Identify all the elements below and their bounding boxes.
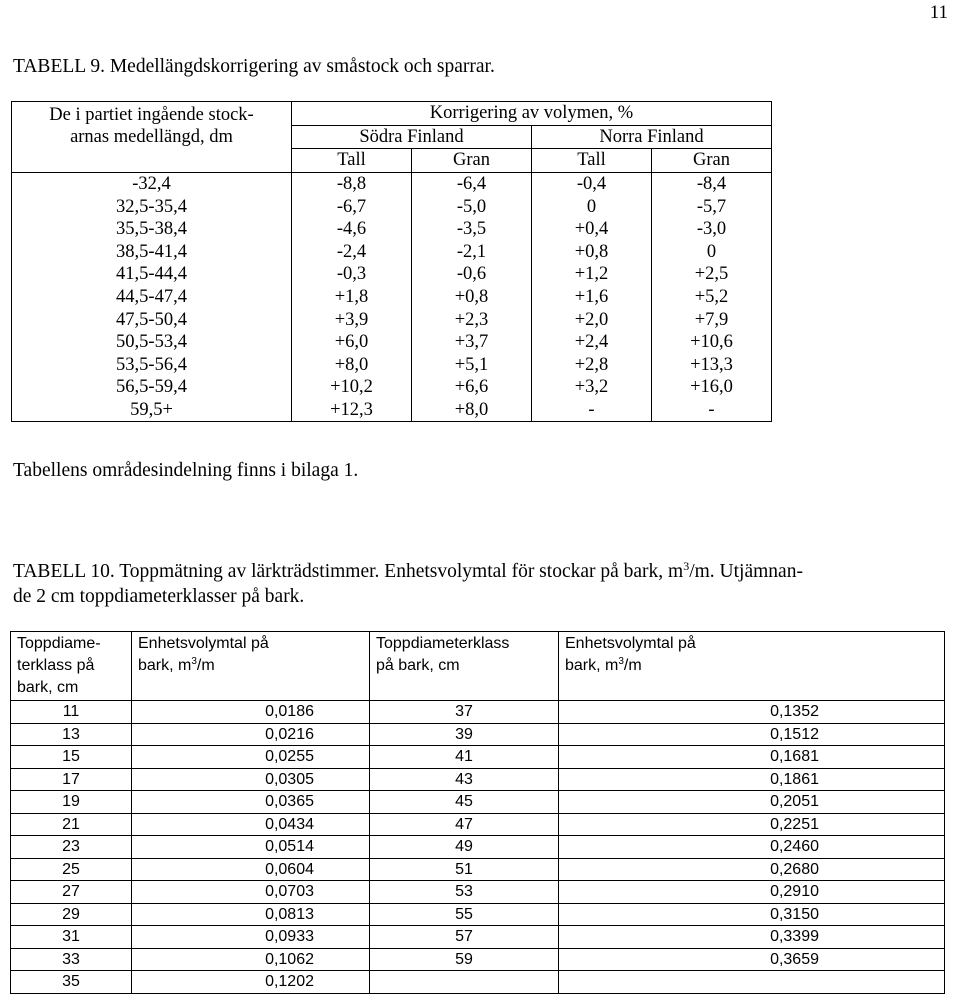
table10-diameter-cell: 29 bbox=[11, 903, 132, 926]
table-row bbox=[11, 858, 945, 881]
table10-diameter-cell: 35 bbox=[11, 971, 132, 994]
table9-value-cell: -3,5 bbox=[412, 218, 532, 241]
table-row bbox=[11, 723, 945, 746]
table10-diameter-cell: 45 bbox=[370, 791, 559, 814]
table9-length-cell: 50,5-53,4 bbox=[12, 331, 292, 354]
table10-caption bbox=[13, 559, 948, 609]
table9-header-row-1 bbox=[12, 102, 772, 126]
table10-diameter-cell: 57 bbox=[370, 926, 559, 949]
table9-group-header: Korrigering av volymen, % bbox=[292, 102, 772, 126]
table10-volume-cell: 0,0434 bbox=[132, 813, 370, 836]
table10-volume-cell: 0,3399 bbox=[559, 926, 945, 949]
table10-volume-cell: 0,0186 bbox=[132, 701, 370, 724]
table10-volume-cell: 0,0604 bbox=[132, 858, 370, 881]
table10-header-col2 bbox=[132, 632, 370, 701]
table10-header-col4 bbox=[559, 632, 945, 701]
table-row bbox=[12, 331, 772, 354]
table10-header-col4-line1: Enhetsvolymtal på bbox=[565, 635, 696, 652]
table10-volume-cell: 0,0703 bbox=[132, 881, 370, 904]
table9-species-header: Gran bbox=[412, 149, 532, 173]
table9-species-header: Gran bbox=[652, 149, 772, 173]
table9-length-cell: 56,5-59,4 bbox=[12, 376, 292, 399]
table10-volume-cell: 0,0305 bbox=[132, 768, 370, 791]
table10-caption-line2: de 2 cm toppdiameterklasser på bark. bbox=[13, 586, 305, 607]
table10-header-col4-sup: 3 bbox=[618, 656, 624, 667]
table9-length-cell: -32,4 bbox=[12, 172, 292, 195]
table10-header-col2-sup: 3 bbox=[191, 656, 197, 667]
table-row bbox=[11, 971, 945, 994]
table9-value-cell: +3,9 bbox=[292, 308, 412, 331]
table9-value-cell: +2,4 bbox=[532, 331, 652, 354]
table9-value-cell: +2,0 bbox=[532, 308, 652, 331]
table10-volume-cell: 0,0365 bbox=[132, 791, 370, 814]
table10-volume-cell: 0,0216 bbox=[132, 723, 370, 746]
table9-value-cell: +3,7 bbox=[412, 331, 532, 354]
table9-region-south: Södra Finland bbox=[292, 125, 532, 149]
table9-species-header: Tall bbox=[292, 149, 412, 173]
table9-value-cell: +8,0 bbox=[412, 399, 532, 422]
table10-diameter-cell bbox=[370, 971, 559, 994]
table9-value-cell: -8,8 bbox=[292, 172, 412, 195]
table9-value-cell: -8,4 bbox=[652, 172, 772, 195]
table9-row-header-line1: De i partiet ingående stock- bbox=[49, 104, 254, 125]
table10-diameter-cell: 31 bbox=[11, 926, 132, 949]
table-row bbox=[11, 746, 945, 769]
table9-value-cell: +0,4 bbox=[532, 218, 652, 241]
table-row bbox=[11, 881, 945, 904]
table9-value-cell: +10,2 bbox=[292, 376, 412, 399]
table9-row-header-line2: arnas medellängd, dm bbox=[70, 126, 233, 147]
table10-diameter-cell: 39 bbox=[370, 723, 559, 746]
table10-volume-cell: 0,2051 bbox=[559, 791, 945, 814]
table9-value-cell: +12,3 bbox=[292, 399, 412, 422]
table9-value-cell: -5,7 bbox=[652, 195, 772, 218]
table9-length-cell: 35,5-38,4 bbox=[12, 218, 292, 241]
table9-value-cell: -0,6 bbox=[412, 263, 532, 286]
table9-species-header: Tall bbox=[532, 149, 652, 173]
table-row bbox=[12, 354, 772, 377]
table-row bbox=[11, 791, 945, 814]
table9-value-cell: +6,6 bbox=[412, 376, 532, 399]
table9-value-cell: -4,6 bbox=[292, 218, 412, 241]
table-row bbox=[12, 218, 772, 241]
table10-diameter-cell: 47 bbox=[370, 813, 559, 836]
table10-volume-cell: 0,1352 bbox=[559, 701, 945, 724]
table-row bbox=[12, 308, 772, 331]
table-row bbox=[11, 903, 945, 926]
table9-value-cell: +0,8 bbox=[412, 286, 532, 309]
table-row bbox=[12, 195, 772, 218]
table10-diameter-cell: 15 bbox=[11, 746, 132, 769]
table10-header-col3-line2: på bark, cm bbox=[376, 657, 460, 674]
table-row bbox=[12, 241, 772, 264]
table9-value-cell: +2,3 bbox=[412, 308, 532, 331]
table10-diameter-cell: 37 bbox=[370, 701, 559, 724]
table9 bbox=[11, 101, 772, 422]
table9-caption: TABELL 9. Medellängdskorrigering av småstock och sparrar. bbox=[13, 56, 495, 77]
table9-value-cell: 0 bbox=[532, 195, 652, 218]
table10-diameter-cell: 11 bbox=[11, 701, 132, 724]
table10-volume-cell: 0,1861 bbox=[559, 768, 945, 791]
table10-header-col3-line1: Toppdiameterklass bbox=[376, 635, 510, 652]
table-row bbox=[12, 286, 772, 309]
table10-header-col4-line2b: /m bbox=[623, 657, 642, 674]
table9-value-cell: +2,8 bbox=[532, 354, 652, 377]
table9-value-cell: +0,8 bbox=[532, 241, 652, 264]
table-row bbox=[11, 768, 945, 791]
table9-value-cell: -2,1 bbox=[412, 241, 532, 264]
table10-header-col4-line2 bbox=[565, 655, 938, 677]
table10-header-col2-line2 bbox=[138, 655, 363, 677]
table10-diameter-cell: 21 bbox=[11, 813, 132, 836]
table10-diameter-cell: 13 bbox=[11, 723, 132, 746]
table10-caption-part2: /m. Utjämnan- bbox=[689, 561, 803, 582]
table-row bbox=[11, 836, 945, 859]
table9-length-cell: 38,5-41,4 bbox=[12, 241, 292, 264]
table10-diameter-cell: 53 bbox=[370, 881, 559, 904]
table9-value-cell: -5,0 bbox=[412, 195, 532, 218]
table9-value-cell: +1,8 bbox=[292, 286, 412, 309]
table10 bbox=[10, 631, 945, 994]
table10-diameter-cell: 23 bbox=[11, 836, 132, 859]
table10-body bbox=[11, 632, 945, 994]
table-row bbox=[11, 701, 945, 724]
table9-value-cell: -6,4 bbox=[412, 172, 532, 195]
table-row bbox=[12, 399, 772, 422]
table9-value-cell: 0 bbox=[652, 241, 772, 264]
table10-diameter-cell: 43 bbox=[370, 768, 559, 791]
table10-volume-cell: 0,2460 bbox=[559, 836, 945, 859]
table9-value-cell: +1,2 bbox=[532, 263, 652, 286]
table10-diameter-cell: 41 bbox=[370, 746, 559, 769]
table10-caption-part1: TABELL 10. Toppmätning av lärkträdstimmer. Enhetsvolymtal för stockar på bark, m bbox=[13, 561, 684, 582]
table9-length-cell: 59,5+ bbox=[12, 399, 292, 422]
table9-value-cell: +1,6 bbox=[532, 286, 652, 309]
table10-header-col1-line3: bark, cm bbox=[17, 679, 79, 696]
table9-value-cell: +16,0 bbox=[652, 376, 772, 399]
table-row bbox=[12, 376, 772, 399]
table10-volume-cell: 0,1512 bbox=[559, 723, 945, 746]
table9-value-cell: -2,4 bbox=[292, 241, 412, 264]
table10-volume-cell: 0,3659 bbox=[559, 948, 945, 971]
table10-volume-cell: 0,0255 bbox=[132, 746, 370, 769]
table10-header-col4-line2a: bark, m bbox=[565, 657, 619, 674]
table10-volume-cell: 0,1681 bbox=[559, 746, 945, 769]
table-row bbox=[11, 948, 945, 971]
table10-volume-cell: 0,1062 bbox=[132, 948, 370, 971]
table10-header-col1 bbox=[11, 632, 132, 701]
table10-header-col1-line1: Toppdiame- bbox=[17, 635, 101, 652]
table-row bbox=[11, 926, 945, 949]
table10-diameter-cell: 49 bbox=[370, 836, 559, 859]
table10-volume-cell: 0,2910 bbox=[559, 881, 945, 904]
table9-value-cell: - bbox=[532, 399, 652, 422]
page-number: 11 bbox=[929, 2, 948, 23]
table10-header-row bbox=[11, 632, 945, 701]
table9-value-cell: -0,4 bbox=[532, 172, 652, 195]
table-row bbox=[12, 263, 772, 286]
table9-value-cell: +5,2 bbox=[652, 286, 772, 309]
table10-volume-cell: 0,0514 bbox=[132, 836, 370, 859]
table10-header-col2-line2b: /m bbox=[196, 657, 215, 674]
table10-diameter-cell: 59 bbox=[370, 948, 559, 971]
table9-note: Tabellens områdesindelning finns i bilaga 1. bbox=[13, 460, 359, 481]
table10-diameter-cell: 27 bbox=[11, 881, 132, 904]
table10-header-col2-line1: Enhetsvolymtal på bbox=[138, 635, 269, 652]
table9-value-cell: +2,5 bbox=[652, 263, 772, 286]
table9-length-cell: 44,5-47,4 bbox=[12, 286, 292, 309]
table10-volume-cell: 0,3150 bbox=[559, 903, 945, 926]
table9-value-cell: +6,0 bbox=[292, 331, 412, 354]
table10-volume-cell: 0,2680 bbox=[559, 858, 945, 881]
table9-value-cell: +13,3 bbox=[652, 354, 772, 377]
table-row bbox=[12, 172, 772, 195]
table-row bbox=[11, 813, 945, 836]
table10-diameter-cell: 51 bbox=[370, 858, 559, 881]
table9-value-cell: -0,3 bbox=[292, 263, 412, 286]
table10-header-col1-line2: terklass på bbox=[17, 657, 95, 674]
table10-diameter-cell: 19 bbox=[11, 791, 132, 814]
table10-volume-cell: 0,0813 bbox=[132, 903, 370, 926]
table10-diameter-cell: 25 bbox=[11, 858, 132, 881]
table9-length-cell: 53,5-56,4 bbox=[12, 354, 292, 377]
table10-diameter-cell: 17 bbox=[11, 768, 132, 791]
table10-volume-cell: 0,2251 bbox=[559, 813, 945, 836]
table10-volume-cell bbox=[559, 971, 945, 994]
table10-volume-cell: 0,0933 bbox=[132, 926, 370, 949]
table10-diameter-cell: 55 bbox=[370, 903, 559, 926]
table9-length-cell: 32,5-35,4 bbox=[12, 195, 292, 218]
table9-value-cell: +5,1 bbox=[412, 354, 532, 377]
table10-diameter-cell: 33 bbox=[11, 948, 132, 971]
table9-length-cell: 41,5-44,4 bbox=[12, 263, 292, 286]
table9-value-cell: +3,2 bbox=[532, 376, 652, 399]
table9-value-cell: - bbox=[652, 399, 772, 422]
table9-length-cell: 47,5-50,4 bbox=[12, 308, 292, 331]
table9-value-cell: +8,0 bbox=[292, 354, 412, 377]
table10-volume-cell: 0,1202 bbox=[132, 971, 370, 994]
table9-value-cell: +10,6 bbox=[652, 331, 772, 354]
table9-value-cell: +7,9 bbox=[652, 308, 772, 331]
table9-region-north: Norra Finland bbox=[532, 125, 772, 149]
table9-body bbox=[12, 102, 772, 422]
table10-header-col3 bbox=[370, 632, 559, 701]
table10-header-col2-line2a: bark, m bbox=[138, 657, 192, 674]
table9-row-header bbox=[12, 102, 292, 173]
table10-caption-sup: 3 bbox=[683, 559, 690, 573]
table9-value-cell: -3,0 bbox=[652, 218, 772, 241]
table9-value-cell: -6,7 bbox=[292, 195, 412, 218]
